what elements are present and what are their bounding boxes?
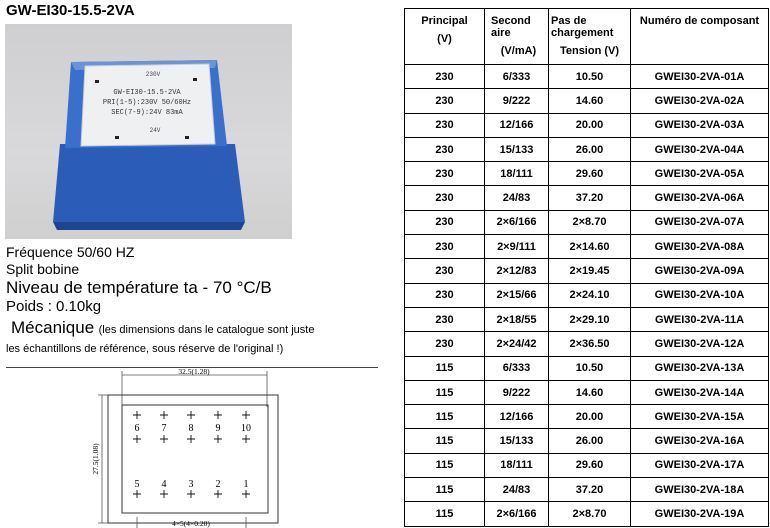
part-number-cell: GWEI30-2VA-03A — [631, 113, 769, 137]
secondary-cell: 2×6/166 — [485, 210, 549, 234]
table-row — [405, 453, 769, 477]
photo-label-top: 230V — [145, 71, 161, 78]
primary-voltage-cell: 230 — [405, 210, 485, 234]
table-row — [405, 186, 769, 210]
table-row — [405, 405, 769, 429]
load-voltage-cell: 14.60 — [549, 89, 631, 113]
temperature-text: Niveau de température ta - 70 °C/B — [6, 277, 272, 297]
table-row — [405, 332, 769, 356]
table-row — [405, 113, 769, 137]
load-voltage-cell: 2×36.50 — [549, 332, 631, 356]
part-number-cell: GWEI30-2VA-14A — [631, 380, 769, 404]
part-number-cell: GWEI30-2VA-16A — [631, 429, 769, 453]
load-voltage-cell: 37.20 — [549, 478, 631, 502]
part-number-cell: GWEI30-2VA-02A — [631, 89, 769, 113]
load-voltage-cell: 26.00 — [549, 429, 631, 453]
table-row — [405, 380, 769, 404]
load-voltage-cell: 2×14.60 — [549, 235, 631, 259]
primary-voltage-cell: 230 — [405, 332, 485, 356]
secondary-cell: 2×6/166 — [485, 502, 549, 526]
bobbin-text: Split bobine — [6, 260, 80, 277]
secondary-cell: 2×15/66 — [485, 283, 549, 307]
header-secondary: Second aire (V/mA) — [485, 9, 549, 65]
load-voltage-cell: 20.00 — [549, 405, 631, 429]
table-row — [405, 162, 769, 186]
primary-voltage-cell: 230 — [405, 89, 485, 113]
pin-5-label: 5 — [134, 479, 140, 490]
primary-voltage-cell: 230 — [405, 235, 485, 259]
spec-block — [6, 244, 314, 357]
primary-voltage-cell: 115 — [405, 356, 485, 380]
load-voltage-cell: 10.50 — [549, 356, 631, 380]
part-number-cell: GWEI30-2VA-13A — [631, 356, 769, 380]
pin-9-label: 9 — [215, 423, 221, 434]
table-row — [405, 65, 769, 89]
mechanical-note-2: les échantillons de référence, sous réserve de l'original !) — [6, 343, 284, 356]
header-load: Pas de chargement Tension (V) — [549, 9, 631, 65]
pin-2-label: 2 — [215, 479, 221, 490]
header-part-number: Numéro de composant — [631, 9, 769, 65]
primary-voltage-cell: 230 — [405, 186, 485, 210]
secondary-cell: 24/83 — [485, 478, 549, 502]
load-voltage-cell: 2×8.70 — [549, 502, 631, 526]
secondary-cell: 15/133 — [485, 429, 549, 453]
table-row — [405, 429, 769, 453]
secondary-cell: 9/222 — [485, 380, 549, 404]
secondary-cell: 9/222 — [485, 89, 549, 113]
secondary-cell: 2×12/83 — [485, 259, 549, 283]
primary-voltage-cell: 230 — [405, 283, 485, 307]
photo-label-line-3: SEC(7-9):24V 83mA — [111, 109, 183, 117]
primary-voltage-cell: 230 — [405, 162, 485, 186]
header-primary: Principal (V) — [405, 9, 485, 65]
part-number-cell: GWEI30-2VA-06A — [631, 186, 769, 210]
part-number-cell: GWEI30-2VA-19A — [631, 502, 769, 526]
transformer-illustration — [5, 24, 292, 239]
part-number-cell: GWEI30-2VA-15A — [631, 405, 769, 429]
table-row — [405, 210, 769, 234]
secondary-cell: 12/166 — [485, 405, 549, 429]
secondary-cell: 12/166 — [485, 113, 549, 137]
pin-1-label: 1 — [243, 479, 249, 490]
mechanical-line — [6, 318, 314, 338]
part-number-cell: GWEI30-2VA-17A — [631, 453, 769, 477]
pin-3-label: 3 — [188, 479, 194, 490]
secondary-cell: 18/111 — [485, 453, 549, 477]
load-voltage-cell: 20.00 — [549, 113, 631, 137]
load-voltage-cell: 2×8.70 — [549, 210, 631, 234]
primary-voltage-cell: 115 — [405, 405, 485, 429]
pin-10-label: 10 — [241, 423, 251, 434]
table-row — [405, 259, 769, 283]
primary-voltage-cell: 115 — [405, 429, 485, 453]
table-row — [405, 356, 769, 380]
primary-voltage-cell: 230 — [405, 259, 485, 283]
pin-4-label: 4 — [161, 479, 167, 490]
primary-voltage-cell: 230 — [405, 137, 485, 161]
part-number-cell: GWEI30-2VA-08A — [631, 235, 769, 259]
part-number-cell: GWEI30-2VA-18A — [631, 478, 769, 502]
table-row — [405, 502, 769, 526]
table-row — [405, 478, 769, 502]
table-row — [405, 283, 769, 307]
table-row — [405, 89, 769, 113]
primary-voltage-cell: 230 — [405, 65, 485, 89]
photo-label-bottom: 24V — [149, 127, 161, 134]
part-number-cell: GWEI30-2VA-12A — [631, 332, 769, 356]
mechanical-heading: Mécanique — [11, 317, 95, 337]
load-voltage-cell: 37.20 — [549, 186, 631, 210]
primary-voltage-cell: 115 — [405, 502, 485, 526]
secondary-cell: 2×9/111 — [485, 235, 549, 259]
secondary-cell: 24/83 — [485, 186, 549, 210]
load-voltage-cell: 2×24.10 — [549, 283, 631, 307]
part-number-cell: GWEI30-2VA-11A — [631, 307, 769, 331]
photo-label-line-1: GW-EI30-15.5-2VA — [113, 89, 181, 97]
secondary-cell: 15/133 — [485, 137, 549, 161]
table-row — [405, 137, 769, 161]
table-row — [405, 307, 769, 331]
pin-6-label: 6 — [134, 423, 140, 434]
width-dimension-label: 32.5(1.28) — [178, 367, 210, 376]
part-number-cell: GWEI30-2VA-04A — [631, 137, 769, 161]
dimension-drawing — [60, 367, 280, 528]
pin-8-label: 8 — [188, 423, 194, 434]
secondary-cell: 2×18/55 — [485, 307, 549, 331]
part-number-cell: GWEI30-2VA-01A — [631, 65, 769, 89]
secondary-cell: 6/333 — [485, 65, 549, 89]
product-title: GW-EI30-15.5-2VA — [6, 2, 135, 19]
load-voltage-cell: 2×29.10 — [549, 307, 631, 331]
primary-voltage-cell: 115 — [405, 453, 485, 477]
part-number-cell: GWEI30-2VA-09A — [631, 259, 769, 283]
pitch-dimension-label: 4×5(4×0.20) — [172, 519, 210, 528]
secondary-cell: 2×24/42 — [485, 332, 549, 356]
mechanical-note-1: (les dimensions dans le catalogue sont juste — [98, 323, 315, 336]
part-number-cell: GWEI30-2VA-05A — [631, 162, 769, 186]
pin-7-label: 7 — [161, 423, 167, 434]
height-dimension-label: 27.5(1.08) — [91, 443, 100, 475]
primary-voltage-cell: 115 — [405, 478, 485, 502]
load-voltage-cell: 10.50 — [549, 65, 631, 89]
transformer-photo — [5, 24, 292, 239]
primary-voltage-cell: 230 — [405, 113, 485, 137]
table-row — [405, 235, 769, 259]
secondary-cell: 18/111 — [485, 162, 549, 186]
secondary-cell: 6/333 — [485, 356, 549, 380]
load-voltage-cell: 14.60 — [549, 380, 631, 404]
load-voltage-cell: 29.60 — [549, 162, 631, 186]
part-number-cell: GWEI30-2VA-10A — [631, 283, 769, 307]
frequency-text: Fréquence 50/60 HZ — [6, 244, 135, 260]
part-number-cell: GWEI30-2VA-07A — [631, 210, 769, 234]
load-voltage-cell: 2×19.45 — [549, 259, 631, 283]
photo-label-line-2: PRI(1-5):230V 50/60Hz — [102, 99, 192, 107]
load-voltage-cell: 29.60 — [549, 453, 631, 477]
load-voltage-cell: 26.00 — [549, 137, 631, 161]
parts-table — [404, 8, 769, 527]
weight-text: Poids : 0.10kg — [6, 297, 102, 315]
primary-voltage-cell: 115 — [405, 380, 485, 404]
primary-voltage-cell: 230 — [405, 307, 485, 331]
